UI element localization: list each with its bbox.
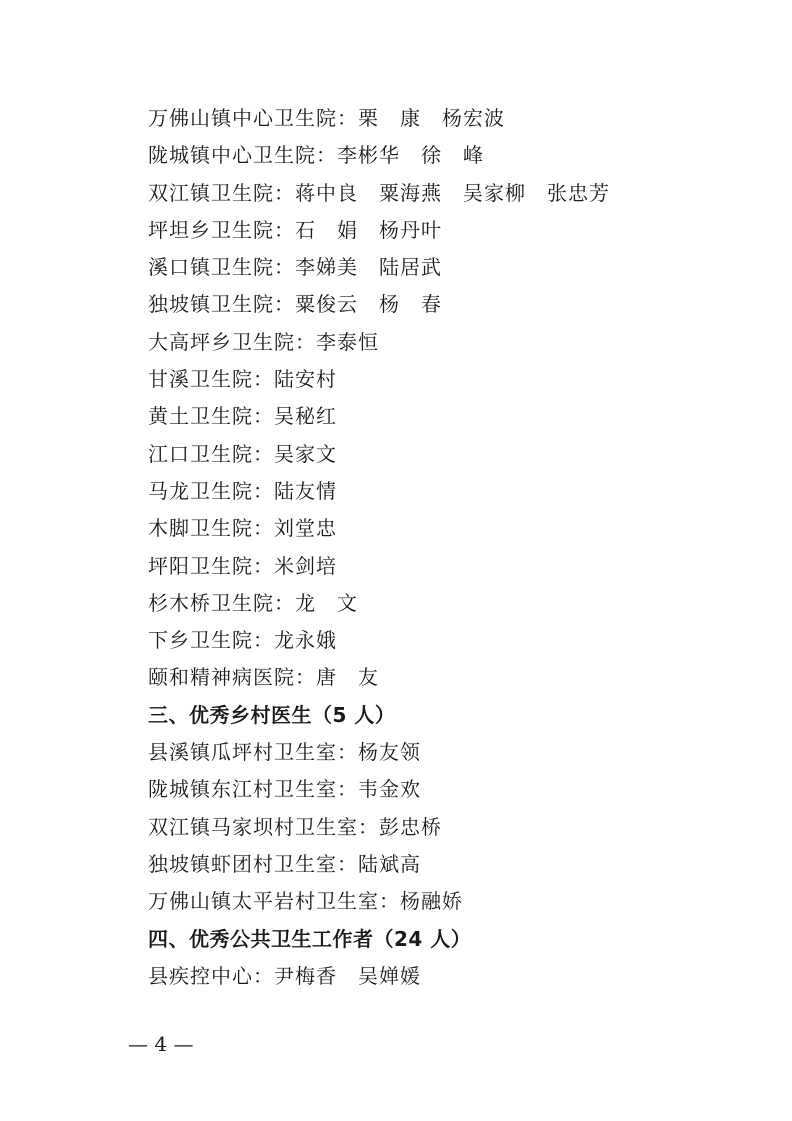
list-item: 下乡卫生院：龙永娥 [148, 628, 337, 653]
list-item: 江口卫生院：吴家文 [148, 441, 337, 466]
section-heading: 四、优秀公共卫生工作者（24 人） [148, 926, 472, 951]
list-item: 县疾控中心：尹梅香 吴婵媛 [148, 963, 421, 988]
list-item: 马龙卫生院：陆友情 [148, 478, 337, 503]
list-item: 双江镇卫生院：蒋中良 粟海燕 吴家柳 张忠芳 [148, 180, 610, 205]
section-heading: 三、优秀乡村医生（5 人） [148, 702, 396, 727]
list-item: 独坡镇虾团村卫生室：陆斌高 [148, 851, 421, 876]
list-item: 颐和精神病医院：唐 友 [148, 665, 379, 690]
list-item: 双江镇马家坝村卫生室：彭忠桥 [148, 814, 442, 839]
list-item: 木脚卫生院：刘堂忠 [148, 516, 337, 541]
list-item: 杉木桥卫生院：龙 文 [148, 590, 358, 615]
document-body [148, 100, 748, 995]
list-item: 万佛山镇太平岩村卫生室：杨融娇 [148, 889, 463, 914]
list-item: 独坡镇卫生院：粟俊云 杨 春 [148, 292, 442, 317]
list-item: 坪阳卫生院：米剑培 [148, 553, 337, 578]
list-item: 坪坦乡卫生院：石 娟 杨丹叶 [148, 217, 442, 242]
list-item: 万佛山镇中心卫生院：栗 康 杨宏波 [148, 106, 505, 130]
list-item: 大高坪乡卫生院：李泰恒 [148, 329, 379, 354]
list-item: 陇城镇东江村卫生室：韦金欢 [148, 777, 421, 802]
list-item: 黄土卫生院：吴秘红 [148, 404, 337, 429]
list-item: 县溪镇瓜坪村卫生室：杨友领 [148, 740, 421, 765]
list-item: 陇城镇中心卫生院：李彬华 徐 峰 [148, 143, 484, 168]
list-item: 溪口镇卫生院：李娣美 陆居武 [148, 255, 442, 280]
page-number: — 4 — [128, 1032, 194, 1056]
list-item: 甘溪卫生院：陆安村 [148, 367, 337, 392]
